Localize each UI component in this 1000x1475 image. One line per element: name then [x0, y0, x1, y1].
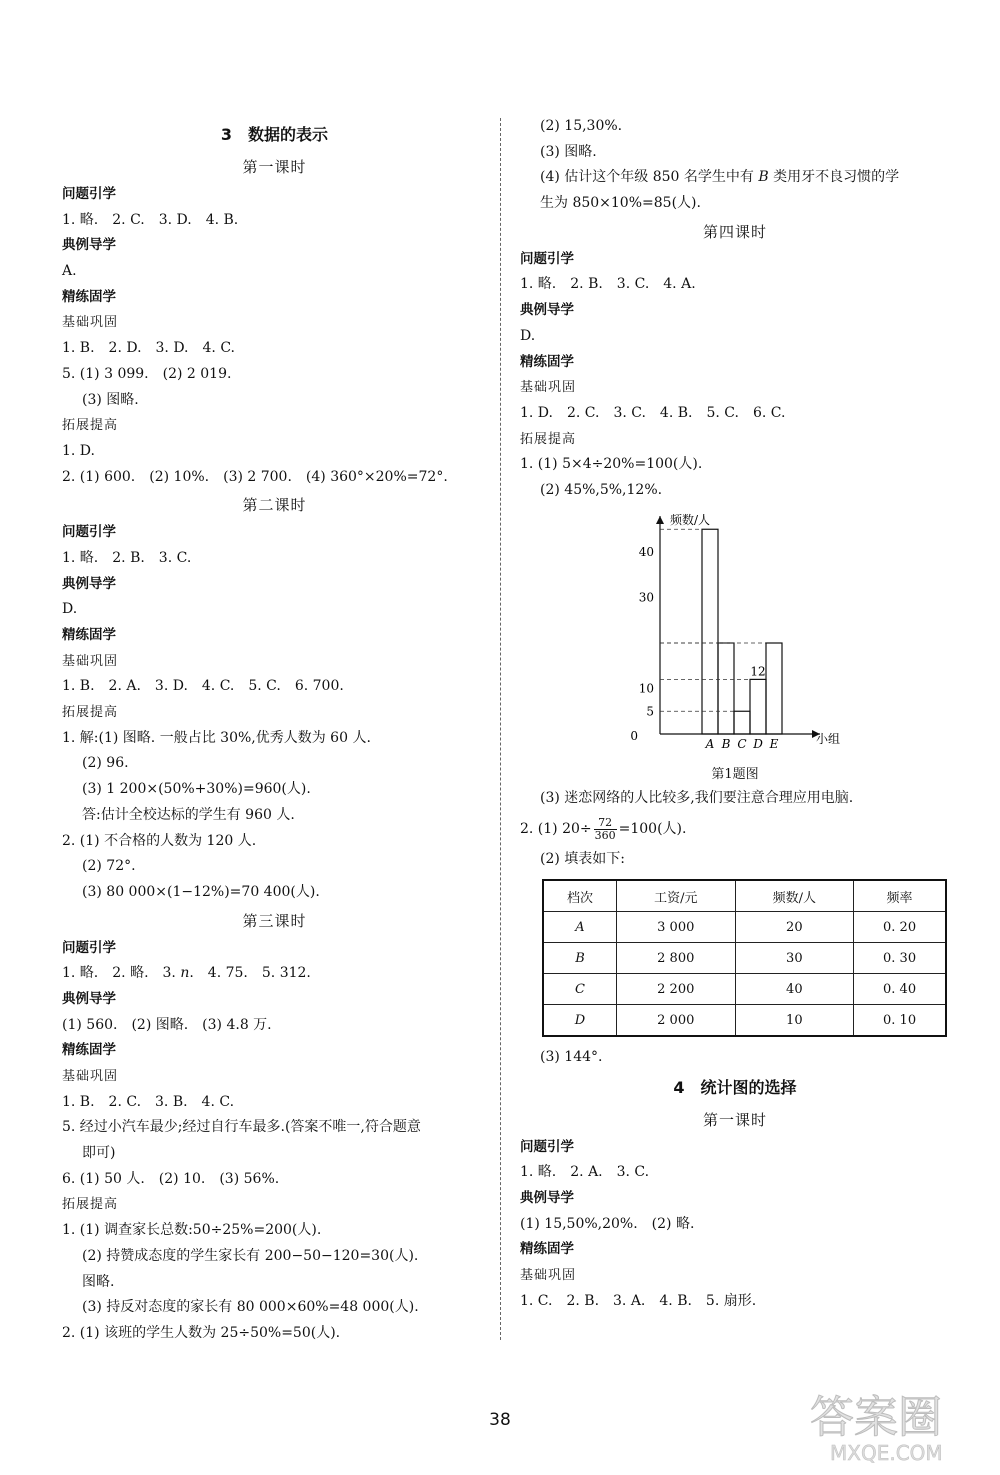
table-cell-text: C: [575, 981, 585, 997]
table-cell: [543, 943, 616, 974]
answer-line: 生为 850×10%=85(人).: [540, 195, 701, 212]
answer-line: 1. D.: [62, 442, 95, 459]
variable: n: [180, 965, 190, 982]
x-tick-label: B: [721, 736, 731, 751]
answer-line: (2) 96.: [82, 755, 129, 772]
answer-line: (2) 填表如下:: [540, 851, 625, 868]
answer-line: (2) 15,30%.: [540, 118, 623, 134]
table-cell-text: A: [575, 919, 585, 935]
right-column: [520, 114, 950, 1315]
x-tick-label: A: [705, 736, 715, 751]
heading: 精练固学: [62, 627, 116, 643]
heading: 问题引学: [62, 524, 116, 541]
answer-line: 1. 略. 2. B. 3. C.: [62, 549, 192, 566]
watermark-logo: [800, 1380, 970, 1470]
histogram-bar: [702, 529, 718, 734]
table-header: 工资/元: [616, 880, 735, 912]
subheading: 拓展提高: [62, 705, 119, 721]
heading: 典例导学: [520, 302, 574, 319]
x-tick-label: E: [769, 736, 779, 751]
chart-caption: 第1题图: [711, 766, 759, 782]
text-run: 2. (1) 20÷: [520, 821, 592, 838]
answer-line: D.: [520, 327, 536, 344]
subheading: 基础巩固: [62, 315, 119, 331]
subheading: 拓展提高: [520, 431, 577, 447]
text-run: 1. 略. 2. 略. 3.: [62, 965, 181, 982]
table-row: [543, 912, 946, 943]
histogram-svg: [630, 504, 850, 764]
histogram-bar: [750, 679, 766, 734]
table-cell: 0. 10: [854, 1005, 946, 1037]
y-tick-label: 0: [630, 728, 638, 743]
fraction-denominator: 360: [594, 828, 616, 842]
subheading: 拓展提高: [62, 418, 119, 434]
answer-line: 1. 略. 2. B. 3. C. 4. A.: [520, 276, 696, 293]
variable: B: [758, 169, 769, 186]
heading: 典例导学: [62, 575, 116, 592]
table-cell: 40: [735, 974, 854, 1005]
table-cell: [543, 1005, 616, 1037]
heading: 典例导学: [62, 990, 116, 1007]
fraction: [594, 817, 617, 842]
heading: 问题引学: [62, 939, 116, 956]
answer-line: (2) 45%,5%,12%.: [540, 481, 663, 498]
answer-line: (1) 15,50%,20%. (2) 略.: [520, 1215, 695, 1232]
text-run: 类用牙不良习惯的学: [768, 169, 900, 186]
text-run: . 4. 75. 5. 312.: [189, 965, 311, 982]
answer-line: 2. (1) 600. (2) 10%. (3) 2 700. (4) 360°×20%=72°.: [62, 468, 448, 485]
table-cell-text: B: [575, 950, 585, 966]
watermark-url: MXQE.COM: [830, 1441, 943, 1465]
answer-line: 1. B. 2. D. 3. D. 4. C.: [62, 340, 235, 357]
table-cell: 2 200: [616, 974, 735, 1005]
answer-line: 即可): [82, 1145, 116, 1162]
heading: 典例导学: [520, 1190, 574, 1207]
answer-line: (1) 560. (2) 图略. (3) 4.8 万.: [62, 1016, 272, 1033]
table-row: [543, 943, 946, 974]
answer-line: [62, 961, 487, 987]
heading: 精练固学: [520, 1241, 574, 1258]
histogram-bar: [766, 643, 782, 734]
table-cell: 2 800: [616, 943, 735, 974]
answer-line: A.: [62, 263, 77, 280]
x-tick-label: D: [753, 736, 763, 751]
section-title: 4 统计图的选择: [673, 1077, 797, 1097]
answer-line: 1. D. 2. C. 3. C. 4. B. 5. C. 6. C.: [520, 404, 786, 421]
answer-line: 1. B. 2. A. 3. D. 4. C. 5. C. 6. 700.: [62, 678, 344, 695]
answer-line: 1. C. 2. B. 3. A. 4. B. 5. 扇形.: [520, 1292, 757, 1309]
answer-line: 1. 略. 2. C. 3. D. 4. B.: [62, 211, 239, 228]
heading: 精练固学: [520, 353, 574, 370]
heading: 典例导学: [62, 237, 116, 254]
table-cell: 0. 20: [854, 912, 946, 943]
heading: 精练固学: [62, 1042, 116, 1059]
y-axis-label: 频数/人: [670, 512, 711, 527]
answer-line: (3) 80 000×(1−12%)=70 400(人).: [82, 883, 320, 900]
left-column: [62, 118, 487, 1347]
subheading: 基础巩固: [62, 1069, 119, 1084]
section-title: 3 数据的表示: [220, 125, 329, 144]
lesson-title: 第二课时: [242, 496, 307, 515]
lesson-title: 第一课时: [702, 1110, 767, 1129]
table-cell: [543, 912, 616, 943]
table-cell: [543, 974, 616, 1005]
answer-line: (3) 图略.: [82, 391, 139, 408]
table-cell: 30: [735, 943, 854, 974]
answer-line: (3) 图略.: [540, 143, 597, 160]
text-run: =100(人).: [618, 821, 687, 838]
answer-line: (3) 144°.: [540, 1049, 603, 1065]
answer-line: 6. (1) 50 人. (2) 10. (3) 56%.: [62, 1170, 280, 1187]
table-row: [543, 1005, 946, 1037]
histogram-bar: [734, 711, 750, 734]
answer-line: 1. 略. 2. A. 3. C.: [520, 1164, 650, 1181]
heading: 问题引学: [520, 250, 574, 267]
answer-line: 2. (1) 该班的学生人数为 25÷50%=50(人).: [62, 1324, 341, 1341]
subheading: 基础巩固: [520, 1268, 577, 1284]
table-header: 频率: [854, 880, 946, 912]
table-header: 频数/人: [735, 880, 854, 912]
table-cell: 10: [735, 1005, 854, 1037]
answer-line: (2) 72°.: [82, 858, 136, 875]
answer-line: D.: [62, 601, 78, 618]
text-run: (4) 估计这个年级 850 名学生中有: [540, 169, 759, 186]
histogram-chart: [520, 504, 950, 764]
table-cell: 0. 40: [854, 974, 946, 1005]
answer-line: (2) 持赞成态度的学生家长有 200−50−120=30(人).: [82, 1247, 419, 1264]
answer-line: (3) 1 200×(50%+30%)=960(人).: [82, 781, 311, 798]
table-cell: 3 000: [616, 912, 735, 943]
lesson-title: 第四课时: [702, 222, 767, 241]
answer-line: (3) 迷恋网络的人比较多,我们要注意合理应用电脑.: [540, 789, 854, 806]
column-divider: [500, 118, 501, 1340]
subheading: 基础巩固: [520, 380, 577, 396]
table-cell: 2 000: [616, 1005, 735, 1037]
answer-line: 1. 解:(1) 图略. 一般占比 30%,优秀人数为 60 人.: [62, 729, 371, 746]
y-tick-label: 5: [646, 703, 654, 718]
table-cell: 0. 30: [854, 943, 946, 974]
y-tick-label: 10: [638, 681, 654, 696]
histogram-bar: [718, 643, 734, 734]
answer-line: 1. B. 2. C. 3. B. 4. C.: [62, 1093, 235, 1110]
answer-line: (3) 持反对态度的家长有 80 000×60%=48 000(人).: [82, 1299, 419, 1316]
lesson-title: 第一课时: [242, 158, 307, 176]
answer-line: 答:估计全校达标的学生有 960 人.: [82, 806, 295, 823]
subheading: 基础巩固: [62, 653, 119, 669]
heading: 精练固学: [62, 288, 116, 305]
answer-line: 1. (1) 5×4÷20%=100(人).: [520, 456, 703, 473]
answer-line: 图略.: [82, 1273, 115, 1290]
y-axis-arrow: [656, 516, 664, 524]
page-number: 38: [489, 1410, 511, 1430]
y-tick-label: 40: [638, 544, 654, 559]
table-header: 档次: [543, 880, 616, 912]
answer-line: 1. (1) 调查家长总数:50÷25%=200(人).: [62, 1222, 322, 1239]
answer-line: 5. (1) 3 099. (2) 2 019.: [62, 365, 232, 382]
table-cell: 20: [735, 912, 854, 943]
x-axis-label: 小组: [816, 731, 841, 746]
fraction-numerator: 72: [594, 817, 617, 830]
table-row: [543, 974, 946, 1005]
answer-line: [520, 811, 950, 847]
x-tick-label: C: [737, 736, 747, 751]
answer-line: [520, 165, 950, 191]
answer-line: 2. (1) 不合格的人数为 120 人.: [62, 832, 257, 849]
table-header-row: [543, 880, 946, 912]
salary-table: [542, 879, 947, 1037]
y-tick-label: 30: [638, 590, 654, 605]
data-label: 12: [750, 664, 766, 679]
table-cell-text: D: [574, 1012, 586, 1028]
answer-line: 5. 经过小汽车最少;经过自行车最多.(答案不唯一,符合题意: [62, 1119, 421, 1136]
heading: 问题引学: [62, 186, 116, 202]
lesson-title: 第三课时: [242, 911, 307, 930]
subheading: 拓展提高: [62, 1197, 119, 1213]
watermark-text: 答案圈: [810, 1392, 942, 1443]
heading: 问题引学: [520, 1138, 574, 1155]
